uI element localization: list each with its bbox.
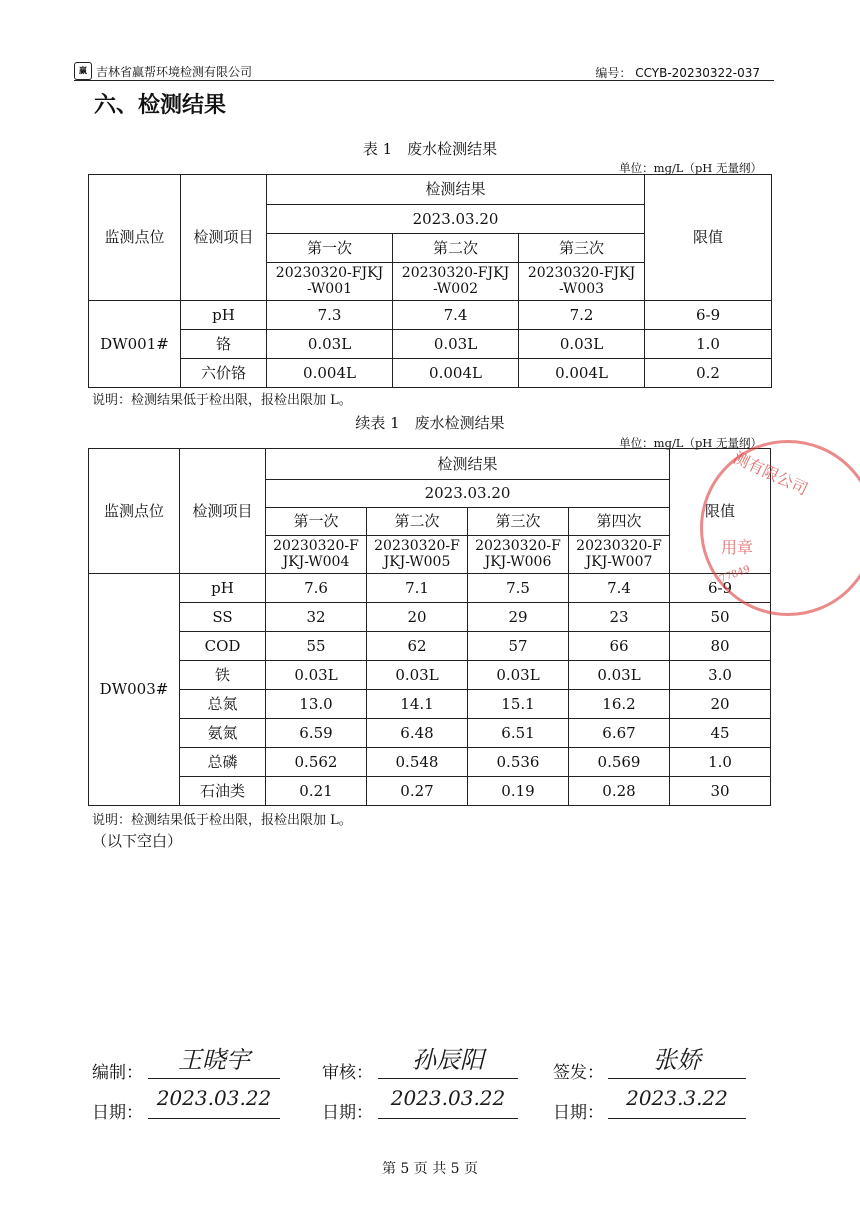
result-value: 6.48 [367,719,468,748]
round-header: 第二次 [393,234,519,263]
company-name: 吉林省赢帮环境检测有限公司 [96,64,253,79]
result-value: 0.03L [266,661,367,690]
sample-date: 2023.03.20 [267,205,645,234]
result-value: 7.3 [267,301,393,330]
table-row [89,719,771,748]
result-value: 7.2 [519,301,645,330]
result-value: 14.1 [367,690,468,719]
limit-value: 45 [670,719,771,748]
result-value: 0.562 [266,748,367,777]
result-value: 0.004L [519,359,645,388]
result-value: 0.19 [468,777,569,806]
table-row [89,301,772,330]
table1-unit: 单位：mg/L（pH 无量纲） [619,161,762,175]
approved-label: 签发： [553,1063,604,1083]
monitoring-point: DW003# [89,574,180,806]
result-value: 23 [569,603,670,632]
limit-value: 3.0 [670,661,771,690]
col-header-point: 监测点位 [89,175,181,301]
seal-text-top: 测有限公司 [730,447,811,499]
result-value: 6.51 [468,719,569,748]
result-value: 6.59 [266,719,367,748]
reviewed-signature: 孙辰阳 [378,1040,518,1079]
reviewed-label: 审核： [322,1063,373,1083]
round-header: 第二次 [367,508,468,536]
date-value-1: 2023.03.22 [148,1086,280,1119]
limit-value: 50 [670,603,771,632]
test-item: pH [180,574,266,603]
limit-value: 20 [670,690,771,719]
result-value: 57 [468,632,569,661]
sample-id: 20230320-F JKJ-W005 [367,536,468,574]
round-header: 第一次 [267,234,393,263]
round-header: 第四次 [569,508,670,536]
result-value: 0.27 [367,777,468,806]
result-value: 0.536 [468,748,569,777]
round-header: 第三次 [468,508,569,536]
table-row [89,777,771,806]
date-label-1: 日期： [92,1103,143,1123]
table-row [89,632,771,661]
date-value-2: 2023.03.22 [378,1086,518,1119]
table-row [89,690,771,719]
table-row [89,359,772,388]
result-value: 32 [266,603,367,632]
limit-value: 1.0 [645,330,772,359]
result-value: 0.03L [367,661,468,690]
col-header-item: 检测项目 [181,175,267,301]
test-item: 铬 [181,330,267,359]
limit-value: 1.0 [670,748,771,777]
col-header-limit: 限值 [645,175,772,301]
sample-id: 20230320-FJKJ -W003 [519,263,645,301]
prepared-signature: 王晓宇 [148,1040,280,1079]
result-value: 0.21 [266,777,367,806]
table-row [89,748,771,777]
result-value: 0.03L [267,330,393,359]
prepared-label: 编制： [92,1063,143,1083]
test-item: 总氮 [180,690,266,719]
test-item: 总磷 [180,748,266,777]
test-item: 六价铬 [181,359,267,388]
result-value: 0.569 [569,748,670,777]
date-value-3: 2023.3.22 [608,1086,746,1119]
result-value: 15.1 [468,690,569,719]
result-value: 7.4 [393,301,519,330]
header-divider [74,80,774,81]
result-value: 13.0 [266,690,367,719]
sample-id: 20230320-F JKJ-W007 [569,536,670,574]
result-value: 6.67 [569,719,670,748]
test-item: 氨氮 [180,719,266,748]
limit-value: 6-9 [670,574,771,603]
result-value: 62 [367,632,468,661]
table1-note: 说明：检测结果低于检出限，报检出限加 L。 [92,393,352,408]
document-number: 编号： CCYB-20230322-037 [595,66,760,80]
sample-id: 20230320-FJKJ -W002 [393,263,519,301]
company-logo-icon: 赢 [74,62,92,80]
blank-below-note: （以下空白） [92,832,183,850]
result-value: 0.03L [519,330,645,359]
seal-text-bottom: 用章 [721,538,754,557]
result-value: 7.4 [569,574,670,603]
result-value: 0.28 [569,777,670,806]
table-row [89,603,771,632]
test-item: COD [180,632,266,661]
round-header: 第三次 [519,234,645,263]
table-row [89,661,771,690]
table2-unit: 单位：mg/L（pH 无量纲） [619,436,762,450]
result-value: 55 [266,632,367,661]
sample-id: 20230320-FJKJ -W001 [267,263,393,301]
table-row [89,330,772,359]
table1 [88,174,772,388]
limit-value: 6-9 [645,301,772,330]
sample-date: 2023.03.20 [266,480,670,508]
result-value: 20 [367,603,468,632]
table2-caption: 续表 1 废水检测结果 [355,414,505,432]
limit-value: 30 [670,777,771,806]
col-header-point: 监测点位 [89,449,180,574]
test-item: pH [181,301,267,330]
result-value: 0.03L [393,330,519,359]
sample-id: 20230320-F JKJ-W004 [266,536,367,574]
round-header: 第一次 [266,508,367,536]
result-value: 29 [468,603,569,632]
result-value: 0.03L [468,661,569,690]
monitoring-point: DW001# [89,301,181,388]
col-header-result: 检测结果 [266,449,670,480]
result-value: 0.03L [569,661,670,690]
col-header-result: 检测结果 [267,175,645,205]
approved-signature: 张娇 [608,1040,746,1079]
page-number: 第 5 页 共 5 页 [381,1161,479,1177]
test-item: 铁 [180,661,266,690]
sample-id: 20230320-F JKJ-W006 [468,536,569,574]
company-header [74,62,252,80]
result-value: 66 [569,632,670,661]
result-value: 0.004L [393,359,519,388]
test-item: 石油类 [180,777,266,806]
result-value: 16.2 [569,690,670,719]
result-value: 0.548 [367,748,468,777]
date-label-3: 日期： [553,1103,604,1123]
limit-value: 0.2 [645,359,772,388]
col-header-limit: 限值 [670,449,771,574]
result-value: 7.5 [468,574,569,603]
result-value: 7.1 [367,574,468,603]
table2 [88,448,771,806]
table2-note: 说明：检测结果低于检出限，报检出限加 L。 [92,813,352,828]
limit-value: 80 [670,632,771,661]
seal-number: 77849 [718,563,752,586]
test-item: SS [180,603,266,632]
date-label-2: 日期： [322,1103,373,1123]
table-row [89,574,771,603]
section-title: 六、检测结果 [94,93,227,118]
result-value: 0.004L [267,359,393,388]
result-value: 7.6 [266,574,367,603]
col-header-item: 检测项目 [180,449,266,574]
table1-caption: 表 1 废水检测结果 [362,140,498,158]
